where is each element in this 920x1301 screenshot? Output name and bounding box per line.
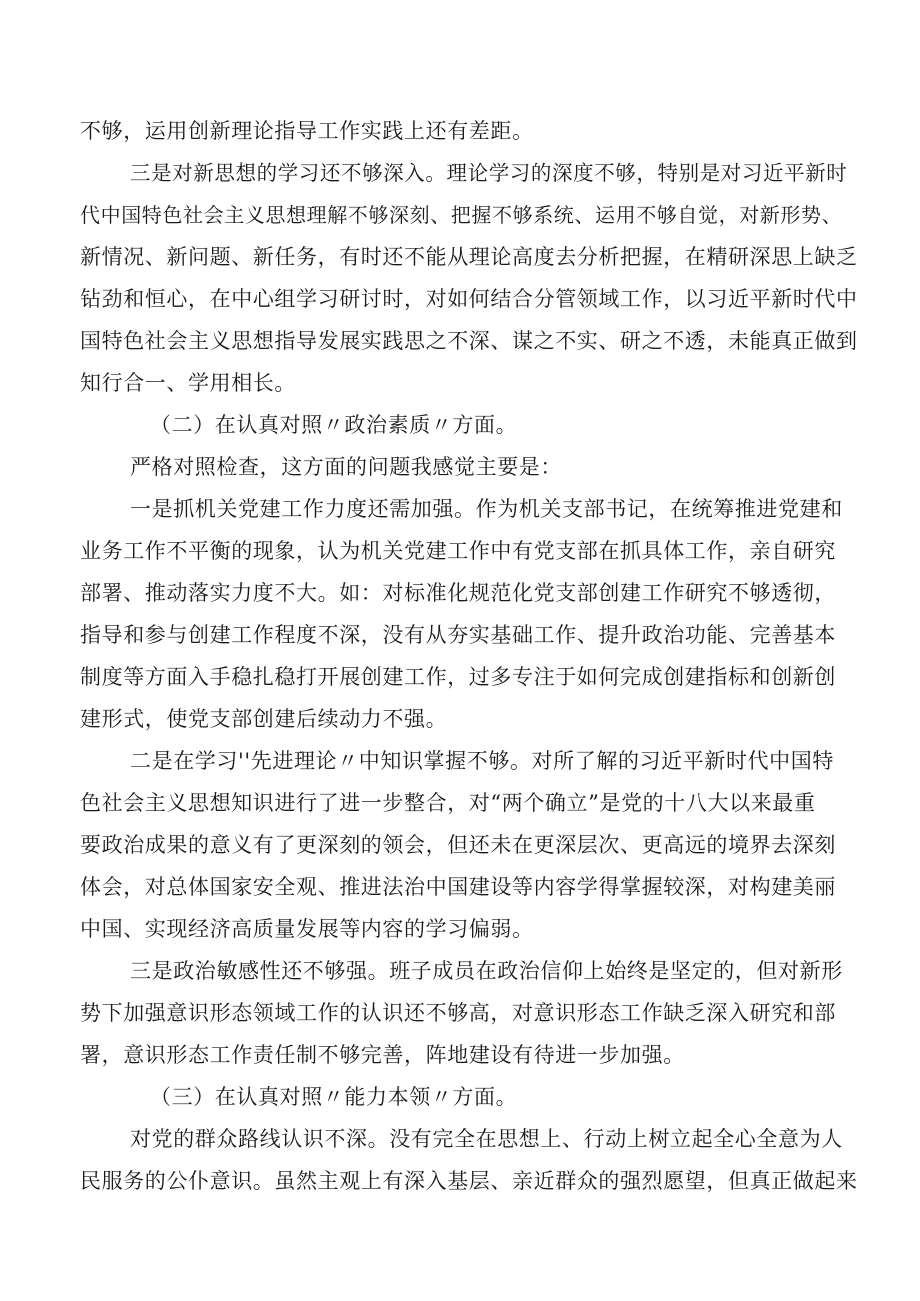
text-line: 代中国特色社会主义思想理解不够深刻、把握不够系统、运用不够自觉，对新形势、 xyxy=(80,203,843,227)
text-line: 要政治成果的意义有了更深刻的领会，但还未在更深层次、更高远的境界去深刻 xyxy=(80,833,836,857)
text-line: 三是对新思想的学习还不够深入。理论学习的深度不够，特别是对习近平新时 xyxy=(130,161,848,185)
text-line: 色社会主义思想知识进行了进一步整合，对“两个确立”是党的十八大以来最重 xyxy=(80,791,816,815)
text-line: 中国、实现经济高质量发展等内容的学习偏弱。 xyxy=(80,917,534,941)
text-line: 署，意识形态工作责任制不够完善，阵地建设有待进一步加强。 xyxy=(80,1043,685,1067)
text-line: 严格对照检查，这方面的问题我感觉主要是： xyxy=(130,455,562,479)
text-line: 制度等方面入手稳扎稳打开展创建工作，过多专注于如何完成创建指标和创新创 xyxy=(80,665,836,689)
text-line: 钻劲和恒心，在中心组学习研讨时，对如何结合分管领域工作，以习近平新时代中 xyxy=(80,287,858,311)
section-heading: （三）在认真对照〃能力本领〃方面。 xyxy=(150,1085,518,1109)
text-line: 体会，对总体国家安全观、推进法治中国建设等内容学得掌握较深，对构建美丽 xyxy=(80,875,836,899)
text-line: 三是政治敏感性还不够强。班子成员在政治信仰上始终是坚定的，但对新形 xyxy=(130,959,843,983)
text-line: 业务工作不平衡的现象，认为机关党建工作中有党支部在抓具体工作，亲自研究 xyxy=(80,539,836,563)
text-line: 民服务的公仆意识。虽然主观上有深入基层、亲近群众的强烈愿望，但真正做起来 xyxy=(80,1169,858,1193)
text-line: 势下加强意识形态领域工作的认识还不够高，对意识形态工作缺乏深入研究和部 xyxy=(80,1001,836,1025)
text-line: 一是抓机关党建工作力度还需加强。作为机关支部书记，在统筹推进党建和 xyxy=(130,497,843,521)
text-line: 部署、推动落实力度不大。如：对标准化规范化党支部创建工作研究不够透彻， xyxy=(80,581,836,605)
section-heading: （二）在认真对照〃政治素质〃方面。 xyxy=(150,413,518,437)
text-line: 不够，运用创新理论指导工作实践上还有差距。 xyxy=(80,119,534,143)
text-line: 新情况、新问题、新任务，有时还不能从理论高度去分析把握，在精研深思上缺乏 xyxy=(80,245,858,269)
text-line: 知行合一、学用相长。 xyxy=(80,371,296,395)
text-line: 国特色社会主义思想指导发展实践思之不深、谋之不实、研之不透，未能真正做到 xyxy=(80,329,858,353)
text-line: 二是在学习''先进理论〃中知识掌握不够。对所了解的习近平新时代中国特 xyxy=(130,749,834,773)
text-line: 建形式，使党支部创建后续动力不强。 xyxy=(80,707,448,731)
text-line: 指导和参与创建工作程度不深，没有从夯实基础工作、提升政治功能、完善基本 xyxy=(80,623,836,647)
text-line: 对党的群众路线认识不深。没有完全在思想上、行动上树立起全心全意为人 xyxy=(130,1127,843,1151)
